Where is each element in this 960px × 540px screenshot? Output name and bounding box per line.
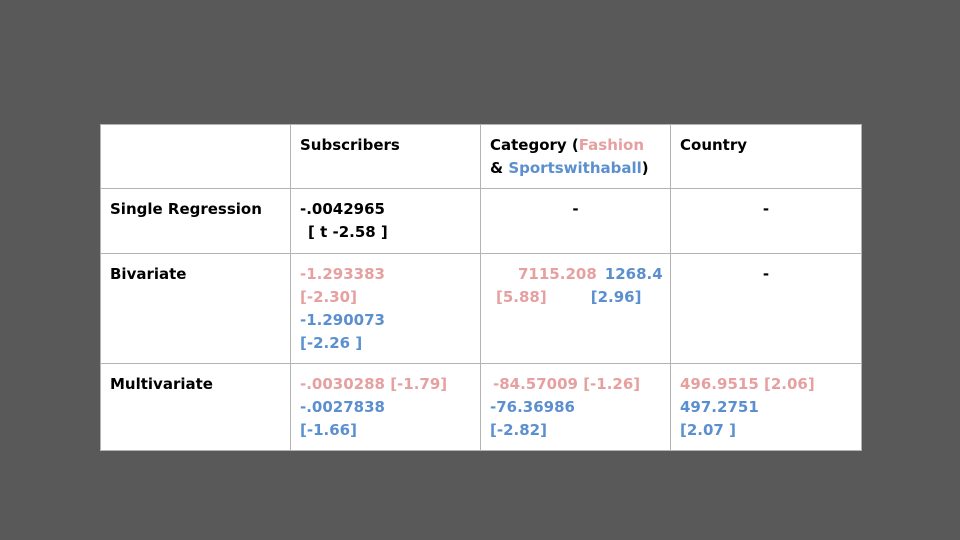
bivariate-subs-fashion-coef: -1.293383 (300, 265, 385, 283)
multi-subs-fashion: -.0030288 [-1.79] (300, 375, 448, 393)
single-country-cell: - (671, 189, 862, 254)
bivariate-subs-sports-t: [-2.26 ] (300, 334, 363, 352)
bivariate-country-cell: - (671, 254, 862, 364)
single-subscribers-t: [ t -2.58 ] (308, 223, 388, 241)
category-amp: & (490, 159, 504, 177)
bivariate-subscribers-cell (291, 254, 481, 364)
multi-subs-sports-t: [-1.66] (300, 421, 357, 439)
bivariate-label: Bivariate (101, 254, 291, 364)
multi-cat-sports-t: [-2.82] (490, 421, 547, 439)
bivariate-cat-sports-coef: 1268.4 (604, 265, 663, 283)
single-category-cell: - (481, 189, 671, 254)
single-subscribers-coef: -.0042965 (300, 200, 385, 218)
category-sports-label: Sportswithaball (508, 159, 642, 177)
header-row (101, 125, 862, 189)
multi-country-fashion: 496.9515 [2.06] (680, 375, 815, 393)
bivariate-subs-fashion-t: [-2.30] (300, 288, 357, 306)
header-category (481, 125, 671, 189)
multivariate-subscribers-cell (291, 364, 481, 451)
single-regression-label: Single Regression (101, 189, 291, 254)
bivariate-cat-sports-t: [2.96] (590, 288, 642, 306)
category-suffix: ) (641, 159, 649, 177)
row-bivariate (101, 254, 862, 364)
row-single-regression (101, 189, 862, 254)
header-blank-cell (101, 125, 291, 189)
regression-table (100, 124, 862, 451)
category-fashion-label: Fashion (578, 136, 645, 154)
multi-cat-sports-coef: -76.36986 (490, 398, 575, 416)
multivariate-country-cell (671, 364, 862, 451)
category-prefix: Category ( (490, 136, 579, 154)
header-country: Country (671, 125, 862, 189)
bivariate-subs-sports-coef: -1.290073 (300, 311, 385, 329)
single-subscribers-cell (291, 189, 481, 254)
row-multivariate (101, 364, 862, 451)
multi-country-sports-coef: 497.2751 (680, 398, 759, 416)
multivariate-category-cell (481, 364, 671, 451)
bivariate-cat-fashion-t: [5.88] (496, 288, 547, 306)
multi-country-sports-t: [2.07 ] (680, 421, 736, 439)
header-subscribers: Subscribers (291, 125, 481, 189)
bivariate-cat-fashion-coef: 7115.208 (518, 265, 597, 283)
multi-cat-fashion: -84.57009 [-1.26] (493, 375, 641, 393)
multivariate-label: Multivariate (101, 364, 291, 451)
bivariate-category-cell (481, 254, 671, 364)
multi-subs-sports-coef: -.0027838 (300, 398, 385, 416)
